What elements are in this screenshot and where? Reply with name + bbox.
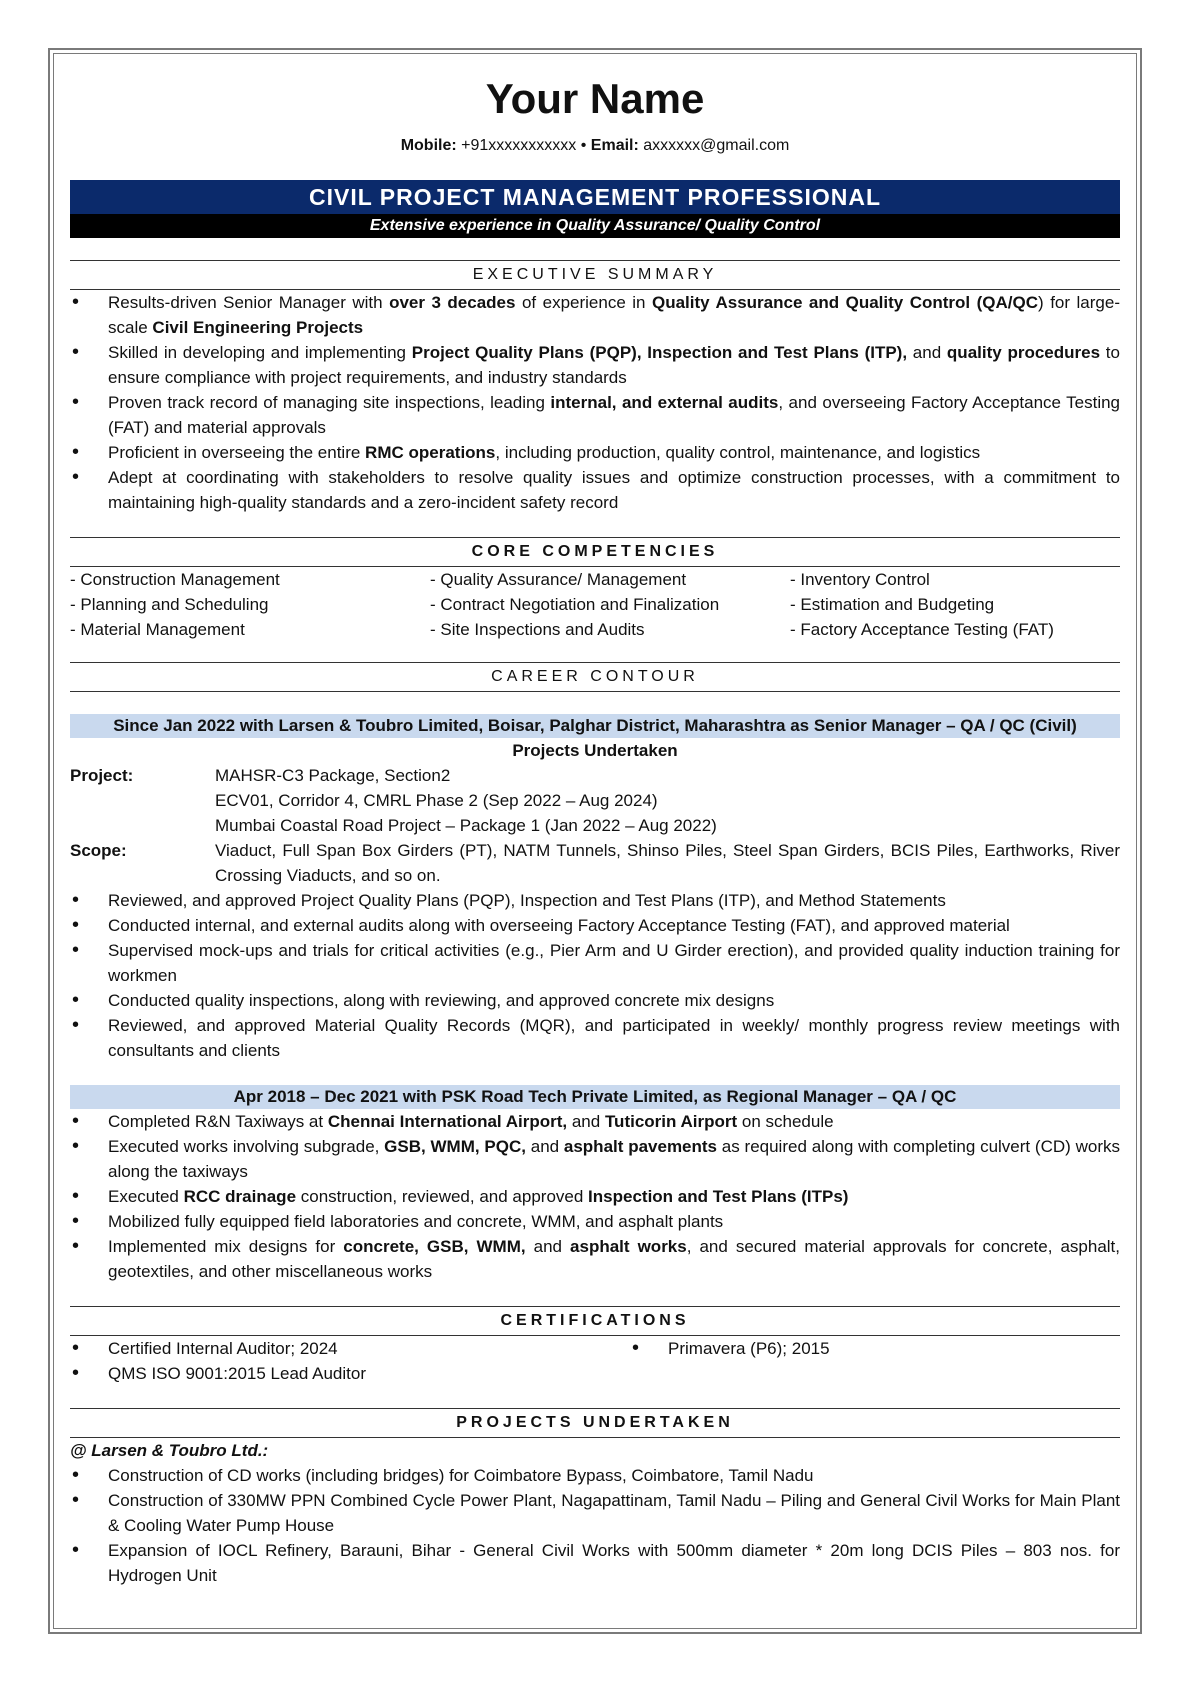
- text-run: Completed R&N Taxiways at: [108, 1112, 328, 1131]
- text-run: , including production, quality control, maintenance, and logistics: [495, 443, 981, 462]
- certification-item: • Primavera (P6); 2015: [630, 1336, 1120, 1361]
- executive-summary-list: [70, 290, 1120, 515]
- text-run: and: [907, 343, 947, 362]
- text-run: on schedule: [737, 1112, 834, 1131]
- bold-text: asphalt works: [570, 1237, 687, 1256]
- certifications-right: [630, 1336, 1120, 1386]
- bold-text: Tuticorin Airport: [604, 1112, 738, 1131]
- competency-item: - Contract Negotiation and Finalization: [430, 595, 720, 614]
- section-heading-projects-undertaken: PROJECTS UNDERTAKEN: [70, 1408, 1120, 1438]
- text-run: Construction of CD works (including bridges) for Coimbatore Bypass, Coimbatore, Tamil Nadu: [108, 1466, 814, 1485]
- text-run: Executed: [108, 1187, 184, 1206]
- text-run: Expansion of IOCL Refinery, Barauni, Bihar - General Civil Works with 500mm diameter * 20m long DCIS Piles – 803 nos. for Hydrogen Unit: [108, 1541, 1120, 1585]
- text-run: Results-driven Senior Manager with: [108, 293, 390, 312]
- competency-item: - Estimation and Budgeting: [790, 595, 995, 614]
- bold-text: GSB, WMM, PQC,: [384, 1137, 526, 1156]
- bold-text: Chennai International Airport,: [327, 1112, 568, 1131]
- professional-subtitle: Extensive experience in Quality Assurance/ Quality Control: [70, 214, 1120, 238]
- bold-text: quality procedures: [946, 343, 1101, 362]
- bullet-item: [70, 1538, 1120, 1588]
- bullet-item: [70, 988, 1120, 1013]
- bullet-item: [70, 440, 1120, 465]
- text-run: Conducted internal, and external audits along with overseeing Factory Acceptance Testing (FAT), and approved material: [108, 916, 1010, 935]
- bullet-item: [70, 390, 1120, 440]
- projects-undertaken-subheading: Projects Undertaken: [512, 741, 678, 760]
- bullet-item: [70, 340, 1120, 390]
- bullet-item: [70, 938, 1120, 988]
- competency-item: - Construction Management: [70, 570, 280, 589]
- resume: [70, 70, 1120, 1588]
- bullet-item: [70, 465, 1120, 515]
- bullet-item: [70, 888, 1120, 913]
- bullet-item: [70, 1488, 1120, 1538]
- text-run: Supervised mock-ups and trials for critical activities (e.g., Pier Arm and U Girder erection), and provided quality induction training for workmen: [108, 941, 1120, 985]
- text-run: Conducted quality inspections, along with reviewing, and approved concrete mix designs: [108, 991, 775, 1010]
- job-header-psk: Apr 2018 – Dec 2021 with PSK Road Tech Private Limited, as Regional Manager – QA / QC: [70, 1085, 1120, 1109]
- section-heading-executive-summary: EXECUTIVE SUMMARY: [70, 260, 1120, 290]
- section-heading-core-competencies: CORE COMPETENCIES: [70, 537, 1120, 567]
- bold-text: Inspection and Test Plans (ITPs): [588, 1187, 849, 1206]
- text-run: Implemented mix designs for: [108, 1237, 344, 1256]
- bold-text: asphalt pavements: [563, 1137, 718, 1156]
- mobile-label: Mobile:: [400, 137, 457, 154]
- competencies-grid: [70, 567, 1120, 642]
- text-run: of experience in: [515, 293, 652, 312]
- text-run: Reviewed, and approved Project Quality Plans (PQP), Inspection and Test Plans (ITP), and Method Statements: [108, 891, 946, 910]
- bold-text: RMC operations: [365, 443, 496, 462]
- section-heading-certifications: CERTIFICATIONS: [70, 1306, 1120, 1336]
- bullet-item: [70, 1209, 1120, 1234]
- contact-line: [70, 133, 1120, 158]
- bullet-item: [70, 1234, 1120, 1284]
- project-entry: ECV01, Corridor 4, CMRL Phase 2 (Sep 2022 – Aug 2024): [215, 791, 658, 810]
- text-run: Construction of 330MW PPN Combined Cycle Power Plant, Nagapattinam, Tamil Nadu – Piling and General Civil Works for Main Plant & Cooling Water Pump House: [108, 1491, 1120, 1535]
- text-run: , and secured material approvals for concrete, asphalt, geotextiles, and other miscellaneous works: [108, 1237, 1121, 1281]
- certifications-grid: [70, 1336, 1120, 1386]
- bullet-item: [70, 1013, 1120, 1063]
- project-block: [70, 763, 1120, 888]
- email-address: axxxxxx@gmail.com: [643, 137, 790, 154]
- project-entry: MAHSR-C3 Package, Section2: [215, 766, 451, 785]
- text-run: ) for large-scale: [108, 293, 1120, 337]
- bold-text: Civil Engineering Projects: [152, 318, 364, 337]
- competency-item: - Site Inspections and Audits: [430, 620, 645, 639]
- bullet-item: [70, 1134, 1120, 1184]
- company-label: @ Larsen & Toubro Ltd.:: [70, 1441, 269, 1460]
- bold-text: over 3 decades: [389, 293, 516, 312]
- text-run: to ensure compliance with project requirements, and industry standards: [108, 343, 1120, 387]
- bullet-item: [70, 1109, 1120, 1134]
- text-run: construction, reviewed, and approved: [296, 1187, 589, 1206]
- project-entry: Mumbai Coastal Road Project – Package 1 (Jan 2022 – Aug 2022): [215, 816, 717, 835]
- bullet-item: [70, 1184, 1120, 1209]
- project-list: [215, 763, 1120, 838]
- text-run: as required along with completing culvert (CD) works along the taxiways: [108, 1137, 1120, 1181]
- text-run: Executed works involving subgrade,: [108, 1137, 385, 1156]
- text-run: , and overseeing Factory Acceptance Testing (FAT) and material approvals: [108, 393, 1121, 437]
- bold-text: Quality Assurance and Quality Control (QA/QC: [652, 293, 1039, 312]
- professional-title: CIVIL PROJECT MANAGEMENT PROFESSIONAL: [70, 180, 1120, 214]
- certifications-left: [70, 1336, 630, 1386]
- job-header-lt: Since Jan 2022 with Larsen & Toubro Limited, Boisar, Palghar District, Maharashtra as Senior Manager – QA / QC (Civil): [70, 714, 1120, 738]
- competency-item: - Factory Acceptance Testing (FAT): [790, 620, 1054, 639]
- projects-list: [70, 1463, 1120, 1588]
- bold-text: Project Quality Plans (PQP), Inspection and Test Plans (ITP),: [411, 343, 908, 362]
- text-run: Skilled in developing and implementing: [108, 343, 412, 362]
- bullet-item: [70, 913, 1120, 938]
- competency-item: - Inventory Control: [790, 570, 930, 589]
- text-run: Mobilized fully equipped field laboratories and concrete, WMM, and asphalt plants: [108, 1212, 724, 1231]
- text-run: Adept at coordinating with stakeholders to resolve quality issues and optimize construction processes, with a commitment to maintaining high-quality standards and a zero-incident safety record: [108, 468, 1120, 512]
- bold-text: RCC drainage: [183, 1187, 297, 1206]
- text-run: Proficient in overseeing the entire: [108, 443, 366, 462]
- section-heading-career-contour: CAREER CONTOUR: [70, 662, 1120, 692]
- candidate-name: Your Name: [485, 75, 705, 122]
- competency-item: - Planning and Scheduling: [70, 595, 269, 614]
- text-run: and: [567, 1112, 605, 1131]
- scope-label: Scope:: [70, 841, 127, 860]
- competency-item: - Material Management: [70, 620, 245, 639]
- job-psk-responsibilities: [70, 1109, 1120, 1284]
- text-run: and: [525, 1237, 571, 1256]
- job-lt-responsibilities: [70, 888, 1120, 1063]
- bullet-item: [70, 290, 1120, 340]
- scope-text: Viaduct, Full Span Box Girders (PT), NATM Tunnels, Shinso Piles, Steel Span Girders, BCIS Piles, Earthworks, River Crossing Viaducts, and so on.: [215, 841, 1120, 885]
- text-run: and: [525, 1137, 564, 1156]
- certification-item: • Certified Internal Auditor; 2024: [70, 1336, 630, 1361]
- project-label: Project:: [70, 766, 134, 785]
- bold-text: internal, and external audits: [550, 393, 779, 412]
- bullet-item: [70, 1463, 1120, 1488]
- competency-item: - Quality Assurance/ Management: [430, 570, 687, 589]
- certification-item: • QMS ISO 9001:2015 Lead Auditor: [70, 1361, 630, 1386]
- text-run: Reviewed, and approved Material Quality Records (MQR), and participated in weekly/ monthly progress review meetings with consultants and clients: [108, 1016, 1120, 1060]
- mobile-number: +91xxxxxxxxxxx: [461, 137, 577, 154]
- bold-text: concrete, GSB, WMM,: [343, 1237, 526, 1256]
- email-label: Email:: [590, 137, 639, 154]
- contact-separator: •: [580, 137, 587, 154]
- text-run: Proven track record of managing site inspections, leading: [108, 393, 551, 412]
